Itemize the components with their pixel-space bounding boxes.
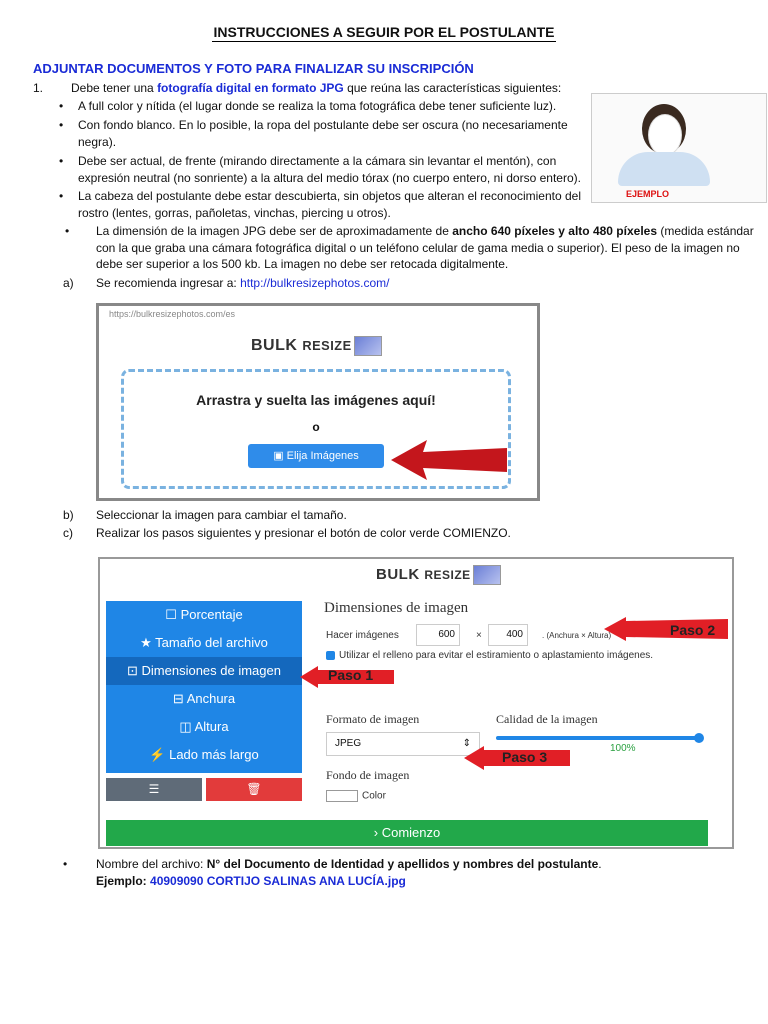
- menu-item-label: Lado más largo: [169, 747, 259, 762]
- filename-dot: .: [598, 857, 602, 871]
- background-heading: Fondo de imagen: [326, 768, 410, 782]
- bulkresize-logo: [376, 565, 501, 585]
- logo-main: BULK: [251, 337, 298, 355]
- choose-images-button[interactable]: [248, 444, 384, 468]
- item-1-text: [71, 80, 561, 97]
- quality-slider[interactable]: [496, 736, 700, 740]
- item-1-highlight: fotografía digital en formato JPG: [157, 81, 344, 95]
- bullet-dot: •: [59, 118, 64, 132]
- browser-url: https://bulkresizephotos.com/es: [109, 309, 236, 319]
- step-b-label: b): [63, 508, 74, 522]
- dim-line-2: con la que graba una cámara fotográfica digital o un teléfono celular de gama media o superior). El peso de la imagen no: [96, 241, 740, 255]
- photo-face: [648, 114, 682, 156]
- filename-pre: Nombre del archivo:: [96, 857, 207, 871]
- menu-item-label: Altura: [194, 719, 229, 734]
- menu-item-label: Tamaño del archivo: [155, 635, 268, 650]
- height-input[interactable]: 400: [488, 624, 528, 646]
- drop-zone-or: o: [312, 420, 320, 434]
- width-icon: ⊟: [172, 691, 187, 706]
- menu-item-altura[interactable]: [106, 713, 302, 741]
- bullet-dot: •: [59, 99, 64, 113]
- example-line: [96, 873, 406, 890]
- list-button[interactable]: [106, 778, 202, 801]
- dimensions-heading: Dimensiones de imagen: [324, 600, 469, 616]
- drop-zone-text: Arrastra y suelta las imágenes aquí!: [196, 392, 436, 408]
- example-value: 40909090 CORTIJO SALINAS ANA LUCÍA.jpg: [150, 874, 406, 888]
- start-button[interactable]: [106, 820, 708, 846]
- example-photo: [591, 93, 767, 203]
- menu-item-anchura[interactable]: [106, 685, 302, 713]
- trash-icon: 🗑: [246, 782, 262, 796]
- dim-pre: La dimensión de la imagen JPG debe ser de aproximadamente de: [96, 224, 453, 238]
- format-heading: Formato de imagen: [326, 712, 420, 726]
- bullet-text: A full color y nítida (el lugar donde se realiza la toma fotográfica debe tener suficiente luz).: [78, 99, 557, 113]
- item-1-pre: Debe tener una: [71, 81, 158, 95]
- percent-icon: ☐: [165, 607, 181, 622]
- image-icon: ▣: [273, 450, 287, 462]
- padding-checkbox-row[interactable]: [326, 650, 653, 661]
- filename-bold: N° del Documento de Identidad y apellidos y nombres del postulante: [206, 857, 599, 871]
- step-c-label: c): [63, 526, 73, 540]
- resize-mode-menu: [106, 601, 302, 773]
- menu-item-label: Anchura: [186, 691, 236, 706]
- background-color-label: Color: [362, 790, 386, 802]
- bullet-text: Debe ser actual, de frente (mirando directamente a la cámara sin levantar el mentón), con: [78, 154, 557, 168]
- menu-item-dimensiones[interactable]: [106, 657, 302, 685]
- page-title: INSTRUCCIONES A SEGUIR POR EL POSTULANTE: [213, 24, 555, 40]
- bullet-dot: •: [59, 189, 64, 203]
- logo-sub: RESIZE: [424, 567, 471, 582]
- width-input[interactable]: 600: [416, 624, 460, 646]
- item-number: 1.: [33, 81, 44, 95]
- menu-item-tamano[interactable]: [106, 629, 302, 657]
- dim-line-3: debe ser superior a los 500 kb. La imagen no debe ser retocada digitalmente.: [96, 257, 509, 271]
- width-height-note: . (Anchura × Altura): [542, 631, 612, 640]
- choose-images-label: Elija Imágenes: [286, 450, 359, 462]
- list-icon: ☰: [148, 782, 160, 796]
- step-a-pre: Se recomienda ingresar a:: [96, 276, 241, 290]
- color-swatch[interactable]: [326, 790, 358, 802]
- start-button-label: Comienzo: [381, 825, 441, 840]
- height-icon: ◫: [179, 719, 195, 734]
- bulkresize-settings-screenshot: [98, 557, 734, 849]
- filename-line: [96, 856, 602, 873]
- logo-image-icon: [473, 565, 501, 585]
- section-subtitle: ADJUNTAR DOCUMENTOS Y FOTO PARA FINALIZAR SU INSCRIPCIÓN: [33, 61, 474, 76]
- photo-label: EJEMPLO: [626, 189, 670, 199]
- bullet-dot: •: [63, 857, 68, 871]
- format-select[interactable]: [326, 732, 480, 756]
- resize-icon: ⊡: [127, 663, 142, 678]
- slider-handle[interactable]: [694, 733, 704, 743]
- quality-heading: Calidad de la imagen: [496, 712, 598, 726]
- bullet-text: rostro (lentes, gorras, pañoletas, vinchas, piercing u otros).: [78, 206, 391, 220]
- bullet-dot: •: [59, 154, 64, 168]
- bulkresize-upload-screenshot: [96, 303, 540, 501]
- bullet-text: negra).: [78, 135, 117, 149]
- bullet-text: Con fondo blanco. En lo posible, la ropa del postulante debe ser oscura (no necesariamente: [78, 118, 568, 132]
- photo-shirt: [618, 152, 710, 186]
- paso-3-label: Paso 3: [502, 749, 548, 765]
- red-arrow-icon: [391, 438, 511, 482]
- bullet-dot: •: [65, 224, 70, 238]
- bullet-text: expresión neutral (no sonriente) a la altura del medio tórax (no cuerpo entero, ni dorso entero).: [78, 171, 581, 185]
- step-a-text: [96, 275, 390, 292]
- delete-button[interactable]: [206, 778, 302, 801]
- list-actions: [106, 778, 302, 801]
- paso-1-label: Paso 1: [328, 667, 374, 683]
- menu-item-label: Porcentaje: [180, 607, 243, 622]
- paso-2-label: Paso 2: [670, 622, 716, 638]
- example-label: Ejemplo:: [96, 874, 151, 888]
- logo-main: BULK: [376, 565, 420, 583]
- menu-item-porcentaje[interactable]: [106, 601, 302, 629]
- bulkresize-logo: [251, 336, 382, 356]
- dim-line-1: [96, 223, 754, 240]
- bolt-icon: ⚡: [149, 747, 170, 762]
- times-sign: ×: [476, 630, 482, 641]
- step-c-text: Realizar los pasos siguientes y presionar el botón de color verde COMIENZO.: [96, 526, 511, 540]
- chevron-right-icon: ›: [373, 825, 382, 840]
- logo-image-icon: [354, 336, 382, 356]
- padding-checkbox-label: Utilizar el relleno para evitar el estiramiento o aplastamiento imágenes.: [339, 650, 654, 661]
- make-images-label: Hacer imágenes: [326, 630, 399, 641]
- menu-item-label: Dimensiones de imagen: [141, 663, 281, 678]
- item-1-post: que reúna las características siguientes:: [343, 81, 562, 95]
- bulkresize-link[interactable]: http://bulkresizephotos.com/: [240, 276, 390, 290]
- step-b-text: Seleccionar la imagen para cambiar el tamaño.: [96, 508, 347, 522]
- dim-bold: ancho 640 píxeles y alto 480 píxeles: [452, 224, 657, 238]
- quality-value: 100%: [610, 743, 636, 754]
- menu-item-lado[interactable]: [106, 741, 302, 769]
- background-color-picker[interactable]: [326, 790, 386, 802]
- logo-sub: RESIZE: [302, 338, 352, 354]
- star-icon: ★: [140, 635, 156, 650]
- checkbox-checked-icon[interactable]: [326, 651, 335, 660]
- dim-post: (medida estándar: [657, 224, 754, 238]
- step-a-label: a): [63, 276, 74, 290]
- select-arrow-icon: ⇕: [462, 738, 471, 749]
- format-select-value: JPEG: [335, 738, 362, 749]
- bullet-text: La cabeza del postulante debe estar descubierta, sin objetos que alteran el reconocimiento del: [78, 189, 581, 203]
